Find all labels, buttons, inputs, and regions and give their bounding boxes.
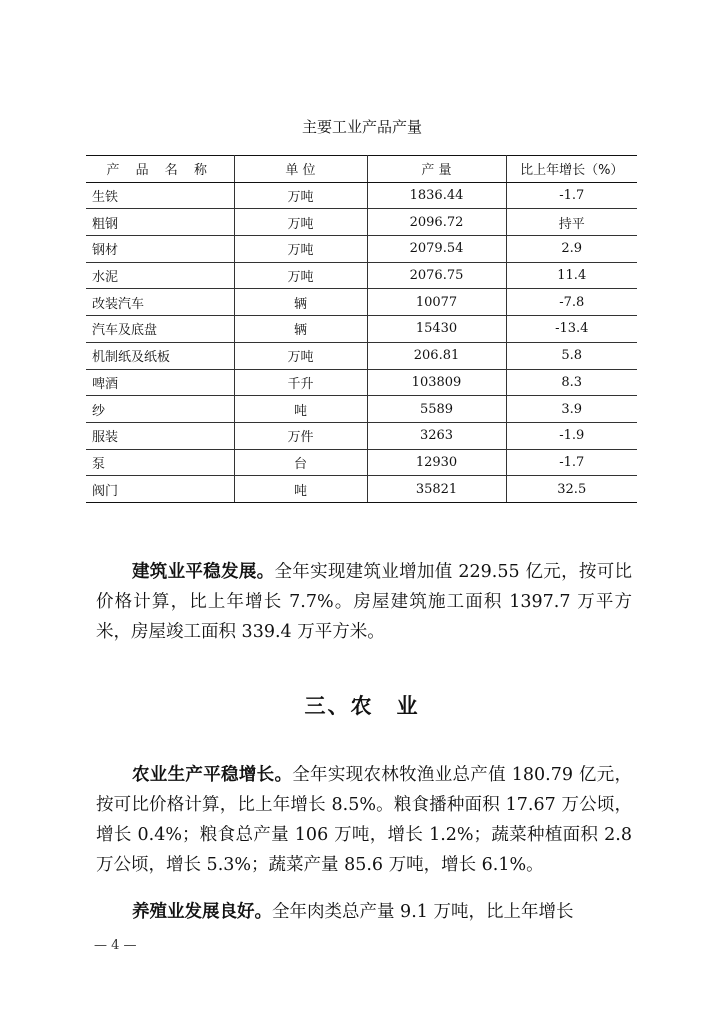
table-row (86, 342, 637, 369)
cell-unit: 辆 (234, 289, 367, 316)
cell-growth: 5.8 (506, 342, 637, 369)
agriculture-text: 全年实现农林牧渔业总产值 180.79 亿元，按可比价格计算，比上年增长 8.5%。粮食播种面积 17.67 万公顷，增长 0.4%；粮食总产量 106 万吨，增长 1.2%；蔬菜种植面积 2.8 万公顷，增长 5.3%；蔬菜产量 85.6 万吨，增长 6.1%。 (96, 765, 632, 875)
livestock-lead: 养殖业发展良好。 (132, 902, 272, 922)
cell-growth: 2.9 (506, 236, 637, 263)
cell-growth: -7.8 (506, 289, 637, 316)
cell-output: 206.81 (367, 342, 506, 369)
cell-unit: 吨 (234, 476, 367, 503)
cell-output: 2079.54 (367, 236, 506, 263)
livestock-text: 全年肉类总产量 9.1 万吨，比上年增长 (272, 902, 574, 922)
cell-unit: 万吨 (234, 342, 367, 369)
header-unit: 单 位 (234, 156, 367, 183)
cell-product-name: 纱 (86, 396, 234, 423)
cell-output: 2096.72 (367, 209, 506, 236)
cell-product-name: 啤酒 (86, 369, 234, 396)
cell-growth: -1.9 (506, 422, 637, 449)
cell-product-name: 水泥 (86, 262, 234, 289)
table-row (86, 236, 637, 263)
cell-output: 3263 (367, 422, 506, 449)
cell-growth: -1.7 (506, 182, 637, 209)
construction-lead: 建筑业平稳发展。 (132, 562, 275, 582)
cell-unit: 万吨 (234, 236, 367, 263)
cell-output: 1836.44 (367, 182, 506, 209)
table-body (86, 182, 637, 502)
cell-product-name: 机制纸及纸板 (86, 342, 234, 369)
cell-growth: -13.4 (506, 316, 637, 343)
cell-output: 5589 (367, 396, 506, 423)
cell-unit: 千升 (234, 369, 367, 396)
cell-unit: 辆 (234, 316, 367, 343)
table-row (86, 369, 637, 396)
industrial-output-table (86, 155, 637, 503)
table-row (86, 316, 637, 343)
header-product-name: 产 品 名 称 (86, 156, 234, 183)
cell-product-name: 改装汽车 (86, 289, 234, 316)
cell-unit: 万吨 (234, 209, 367, 236)
cell-growth: 11.4 (506, 262, 637, 289)
cell-growth: 8.3 (506, 369, 637, 396)
cell-growth: 3.9 (506, 396, 637, 423)
cell-product-name: 钢材 (86, 236, 234, 263)
cell-unit: 万吨 (234, 182, 367, 209)
cell-growth: -1.7 (506, 449, 637, 476)
cell-output: 103809 (367, 369, 506, 396)
table-row (86, 476, 637, 503)
cell-product-name: 泵 (86, 449, 234, 476)
construction-text: 全年实现建筑业增加值 229.55 亿元，按可比价格计算，比上年增长 7.7%。房屋建筑施工面积 1397.7 万平方米，房屋竣工面积 339.4 万平方米。 (96, 562, 633, 642)
cell-product-name: 生铁 (86, 182, 234, 209)
agriculture-lead: 农业生产平稳增长。 (132, 765, 293, 785)
cell-growth: 32.5 (506, 476, 637, 503)
cell-product-name: 服装 (86, 422, 234, 449)
section-heading: 三、农 业 (304, 693, 420, 718)
cell-output: 2076.75 (367, 262, 506, 289)
table-row (86, 289, 637, 316)
cell-output: 10077 (367, 289, 506, 316)
table-row (86, 209, 637, 236)
table-row (86, 449, 637, 476)
table-row (86, 422, 637, 449)
header-output: 产 量 (367, 156, 506, 183)
table-row (86, 182, 637, 209)
table-row (86, 396, 637, 423)
table-row (86, 262, 637, 289)
page-number: — 4 — (94, 938, 137, 953)
cell-product-name: 汽车及底盘 (86, 316, 234, 343)
cell-output: 12930 (367, 449, 506, 476)
agriculture-paragraph (96, 760, 632, 880)
cell-unit: 万件 (234, 422, 367, 449)
cell-output: 35821 (367, 476, 506, 503)
cell-growth: 持平 (506, 209, 637, 236)
construction-paragraph (96, 557, 632, 647)
table-header-row (86, 156, 637, 183)
cell-unit: 吨 (234, 396, 367, 423)
cell-product-name: 粗钢 (86, 209, 234, 236)
cell-product-name: 阀门 (86, 476, 234, 503)
header-growth: 比上年增长（%） (506, 156, 637, 183)
cell-unit: 万吨 (234, 262, 367, 289)
table-title: 主要工业产品产量 (301, 118, 422, 136)
cell-output: 15430 (367, 316, 506, 343)
cell-unit: 台 (234, 449, 367, 476)
livestock-paragraph (96, 897, 632, 927)
